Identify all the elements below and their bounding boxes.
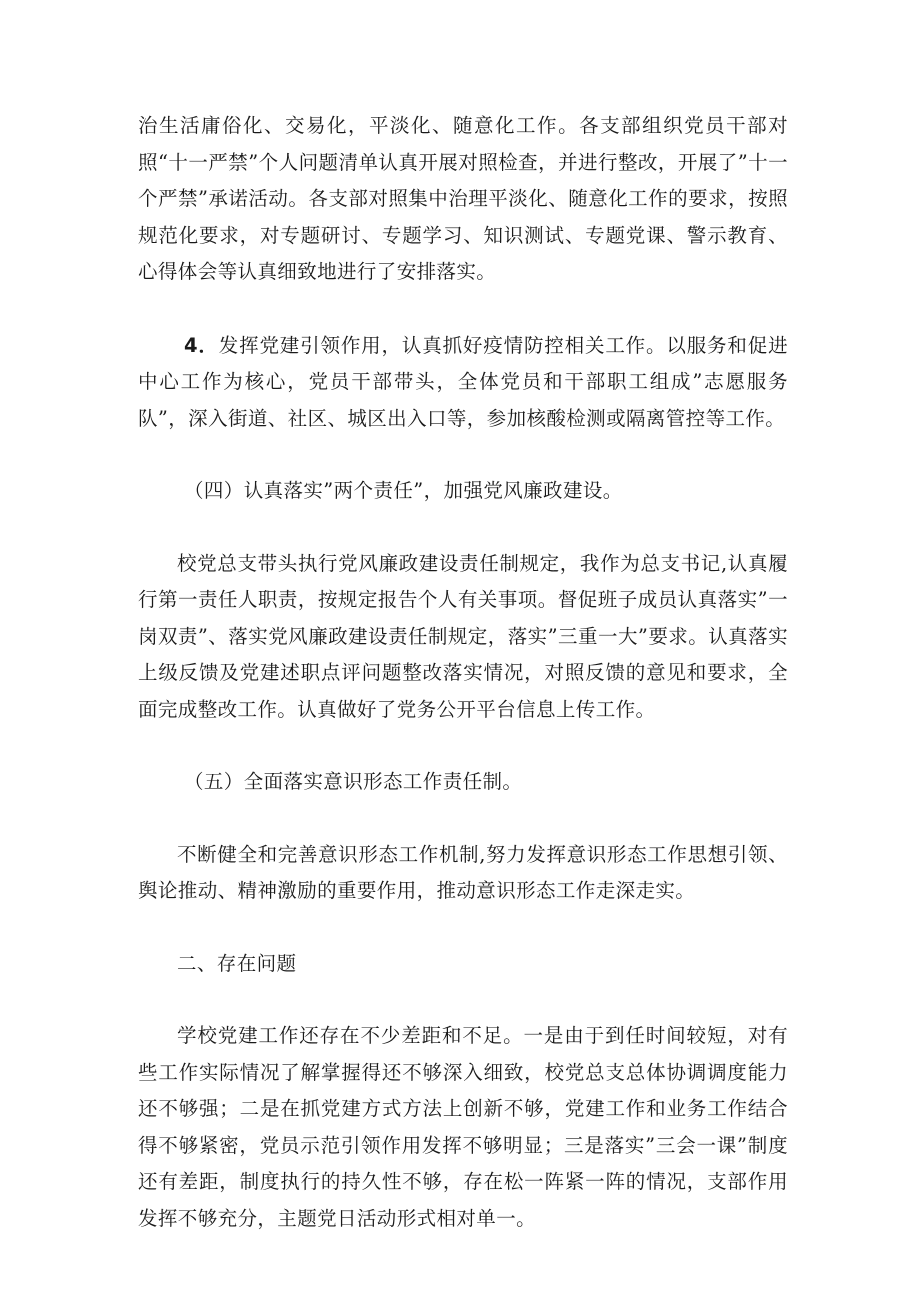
heading-ideology-responsibility: （五）全面落实意识形态工作责任制。: [184, 770, 523, 793]
section-heading-problems: 二、存在问题: [177, 951, 297, 975]
paragraph-problems: 学校党建工作还存在不少差距和不足。一是由于到任时间较短，对有些工作实际情况了解掌握得还不够深入细致，校党总支总体协调调度能力还不够强；二是在抓党建方式方法上创新不够，党建工作和业务工作结合得不够紧密，党员示范引领作用发挥不够明显；三是落实”三会一课”制度还有差距，制度执行的持久性不够，存在松一阵紧一阵的情况，支部作用发挥不够充分，主题党日活动形式相对单一。: [138, 1024, 788, 1230]
paragraph-epidemic-text: 发挥党建引领作用，认真抓好疫情防控相关工作。以服务和促进中心工作为核心，党员干部带头，全体党员和干部职工组成”志愿服务队”，深入街道、社区、城区出入口等，参加核酸检测或隔离管控等工作。: [138, 333, 788, 430]
item-number: 4．: [184, 333, 219, 357]
paragraph-rectification: 治生活庸俗化、交易化，平淡化、随意化工作。各支部组织党员干部对照“十一严禁”个人问题清单认真开展对照检查，并进行整改，开展了”十一个严禁”承诺活动。各支部对照集中治理平淡化、随意化工作的要求，按照规范化要求，对专题研讨、专题学习、知识测试、专题党课、警示教育、心得体会等认真细致地进行了安排落实。: [138, 114, 788, 283]
paragraph-epidemic-control: [138, 328, 788, 438]
paragraph-clean-governance: 校党总支带头执行党风廉政建设责任制规定，我作为总支书记,认真履行第一责任人职责，按规定报告个人有关事项。督促班子成员认真落实”一岗双责”、落实党风廉政建设责任制规定，落实”三重一大”要求。认真落实上级反馈及党建述职点评问题整改落实情况，对照反馈的意见和要求，全面完成整改工作。认真做好了党务公开平台信息上传工作。: [138, 551, 788, 721]
heading-two-responsibilities: （四）认真落实”两个责任”，加强党风廉政建设。: [184, 479, 623, 502]
paragraph-ideology-mechanism: 不断健全和完善意识形态工作机制,努力发挥意识形态工作思想引领、舆论推动、精神激励的重要作用，推动意识形态工作走深走实。: [138, 842, 788, 902]
document-page: [138, 108, 788, 1237]
